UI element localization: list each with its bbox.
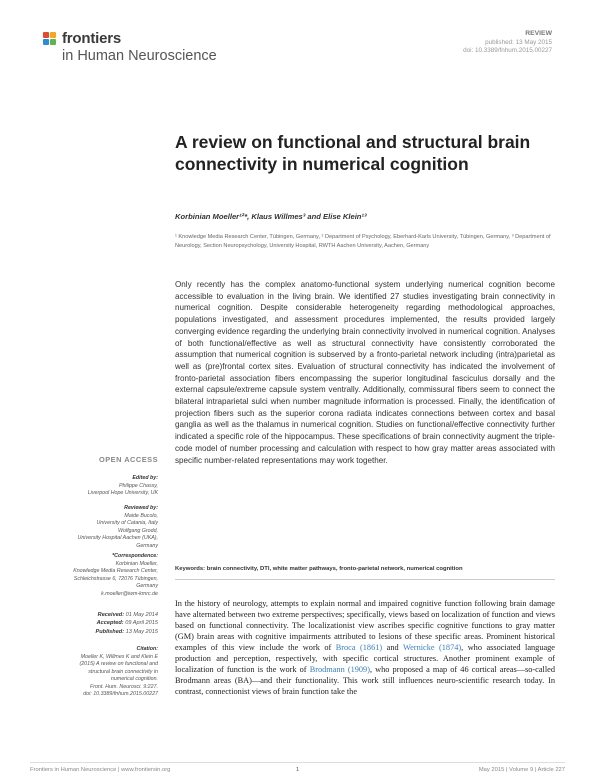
keywords <box>175 566 555 572</box>
logo-square-green <box>50 39 56 45</box>
reviewer-2-name: Wolfgang Grodd, <box>117 527 158 534</box>
keywords-text: Keywords: brain connectivity, DTI, white matter pathways, fronto-parietal network, numerical cognition <box>175 566 463 572</box>
citation-line-2: (2015) A review on functional and <box>79 661 158 667</box>
reviewer-1-name: Maide Bucolo, <box>124 512 158 519</box>
frontiers-logo-icon <box>43 32 59 48</box>
article-meta-header <box>463 30 552 56</box>
abstract: Only recently has the complex anatomo-functional system underlying numerical cognition become accessible to evaluation in the living brain. We identified 27 studies investigating brain connectivity in numerical cognition. Despite considerable heterogeneity regarding methodological approaches, populations investigated, and assessment procedures implemented, the results provided largely converging evidence regarding the underlying brain connectivity involved in numerical cognition. Analyses of both functional/effective as well as structural connectivity have consistently corroborated the assumption that numerical cognition is subserved by a fronto-parietal network including (intra)parietal as well as (pre)frontal cortex sites. Evaluation of structural connectivity has indicated the involvement of fronto-parietal association fibers encompassing the superior longitudinal fasciculus dorsally and the external capsule/extreme capsule system ventrally. Additionally, commissural fibers seem to connect the bilateral intraparietal sulci when number magnitude information is processed. Finally, the identification of projection fibers such as the superior corona radiata indicates connections between cortex and basal ganglia as well as the thalamus in numerical cognition. Studies on functional/effective connectivity further indicated a specific role of the hippocampus. These specifications of brain connectivity augment the triple-code model of number processing and calculation with respect to how gray matter areas associated with specific number-related representations may work together. <box>175 280 555 465</box>
accepted-label: Accepted: <box>96 620 124 627</box>
body-text-3: , who proposed a map of 46 cortical areas—so-called Brodmann areas (BA)—and their functionality. This work still influences neuro-scientific research today. In contrast, connectionist views of brain function take the <box>175 665 555 696</box>
citation-line-1: Moeller K, Willmes K and Klein E <box>80 653 158 660</box>
received-label: Received: <box>97 612 125 618</box>
citation-block <box>20 646 158 699</box>
published-date-header: published: 13 May 2015 <box>485 38 552 46</box>
affiliations: ¹ Knowledge Media Research Center, Tübingen, Germany, ² Department of Psychology, Eberhard-Karls University, Tübingen, Germany, ³ Department of Neurology, Section Neuropsychology, University Hospital, RWTH Aachen University, Aachen, Germany <box>175 234 551 250</box>
reviewed-by-label: Reviewed by: <box>124 505 158 511</box>
edited-by-label: Edited by: <box>132 475 158 481</box>
reviewer-2-country: Germany <box>136 542 158 549</box>
body-paragraph <box>175 598 555 697</box>
logo-square-blue <box>43 39 49 45</box>
journal-name: in Human Neuroscience <box>62 48 217 64</box>
correspondence-org: Knowledge Media Research Center, <box>73 568 158 574</box>
page-number: 1 <box>296 767 300 773</box>
logo-square-orange <box>50 32 56 38</box>
editor-name: Philippe Chassy, <box>118 482 158 489</box>
citation-line-5: Front. Hum. Neurosci. 9:227. <box>89 683 158 690</box>
body-text-1: In the history of neurology, attempts to explain normal and impaired cognitive function following brain damage have alternated between two extreme perspectives; specifically, views based on localization of function and views based on functional connectivity. The localizationist view ascribes specific cognitive functions to gray matter (GM) brain areas with cognitive impairments attributed to lesions of these specific areas. Prominent historical examples of this view include the work of <box>175 599 555 652</box>
citation-line-3: structural brain connectivity in <box>88 668 158 675</box>
dates-block <box>20 611 158 636</box>
citation-doi[interactable]: doi: 10.3389/fnhum.2015.00227 <box>83 691 158 697</box>
correspondence-country: Germany <box>136 583 158 589</box>
received-row <box>20 611 158 619</box>
author-list: Korbinian Moeller¹²*, Klaus Willmes³ and Elise Klein¹³ <box>175 212 367 221</box>
correspondence-address: Schleichstrasse 6, 72076 Tübingen, <box>73 575 158 582</box>
footer-journal-url[interactable]: Frontiers in Human Neuroscience | www.frontiersin.org <box>30 767 171 773</box>
keywords-divider <box>175 579 555 580</box>
citation-line-4: numerical cognition. <box>110 676 158 682</box>
footer-divider <box>30 762 565 763</box>
correspondence-block <box>20 553 158 598</box>
received-date: 01 May 2014 <box>125 612 158 618</box>
body-text-and: and <box>382 643 403 652</box>
footer-issue-info: May 2015 | Volume 9 | Article 227 <box>478 767 565 773</box>
body-text-2: , who associated language production and perception, respectively, with specific cortical structures. Another prominent example of localization of function is the work of <box>175 643 555 674</box>
correspondence-name: Korbinian Moeller, <box>115 560 158 567</box>
doi-header[interactable]: doi: 10.3389/fnhum.2015.00227 <box>463 47 552 55</box>
accepted-date: 09 April 2015 <box>125 620 158 627</box>
editor-affiliation: Liverpool Hope University, UK <box>87 490 158 496</box>
journal-logo <box>43 30 243 70</box>
reference-link-broca[interactable]: Broca (1861) <box>335 643 383 652</box>
editor-block <box>20 475 158 498</box>
citation-label: Citation: <box>136 646 158 652</box>
reviewer-2-affiliation: University Hospital Aachen (UKA), <box>77 535 158 541</box>
published-label: Published: <box>95 628 125 635</box>
reviewer-1-affiliation: University of Catania, Italy <box>96 520 158 526</box>
article-title: A review on functional and structural brain connectivity in numerical cognition <box>175 132 531 174</box>
logo-square-red <box>43 32 49 38</box>
reference-link-wernicke[interactable]: Wernicke (1874) <box>402 643 462 652</box>
correspondence-label: *Correspondence: <box>112 553 158 559</box>
published-row <box>20 628 158 636</box>
correspondence-email[interactable]: k.moeller@iwm-kmrc.de <box>101 590 158 597</box>
reference-link-brodmann[interactable]: Brodmann (1909) <box>309 665 370 674</box>
article-type: REVIEW <box>525 30 552 37</box>
published-date: 13 May 2015 <box>125 628 158 635</box>
logo-wordmark: frontiers <box>62 30 122 47</box>
accepted-row <box>20 619 158 627</box>
reviewer-block <box>20 505 158 550</box>
open-access-label: OPEN ACCESS <box>98 455 158 464</box>
